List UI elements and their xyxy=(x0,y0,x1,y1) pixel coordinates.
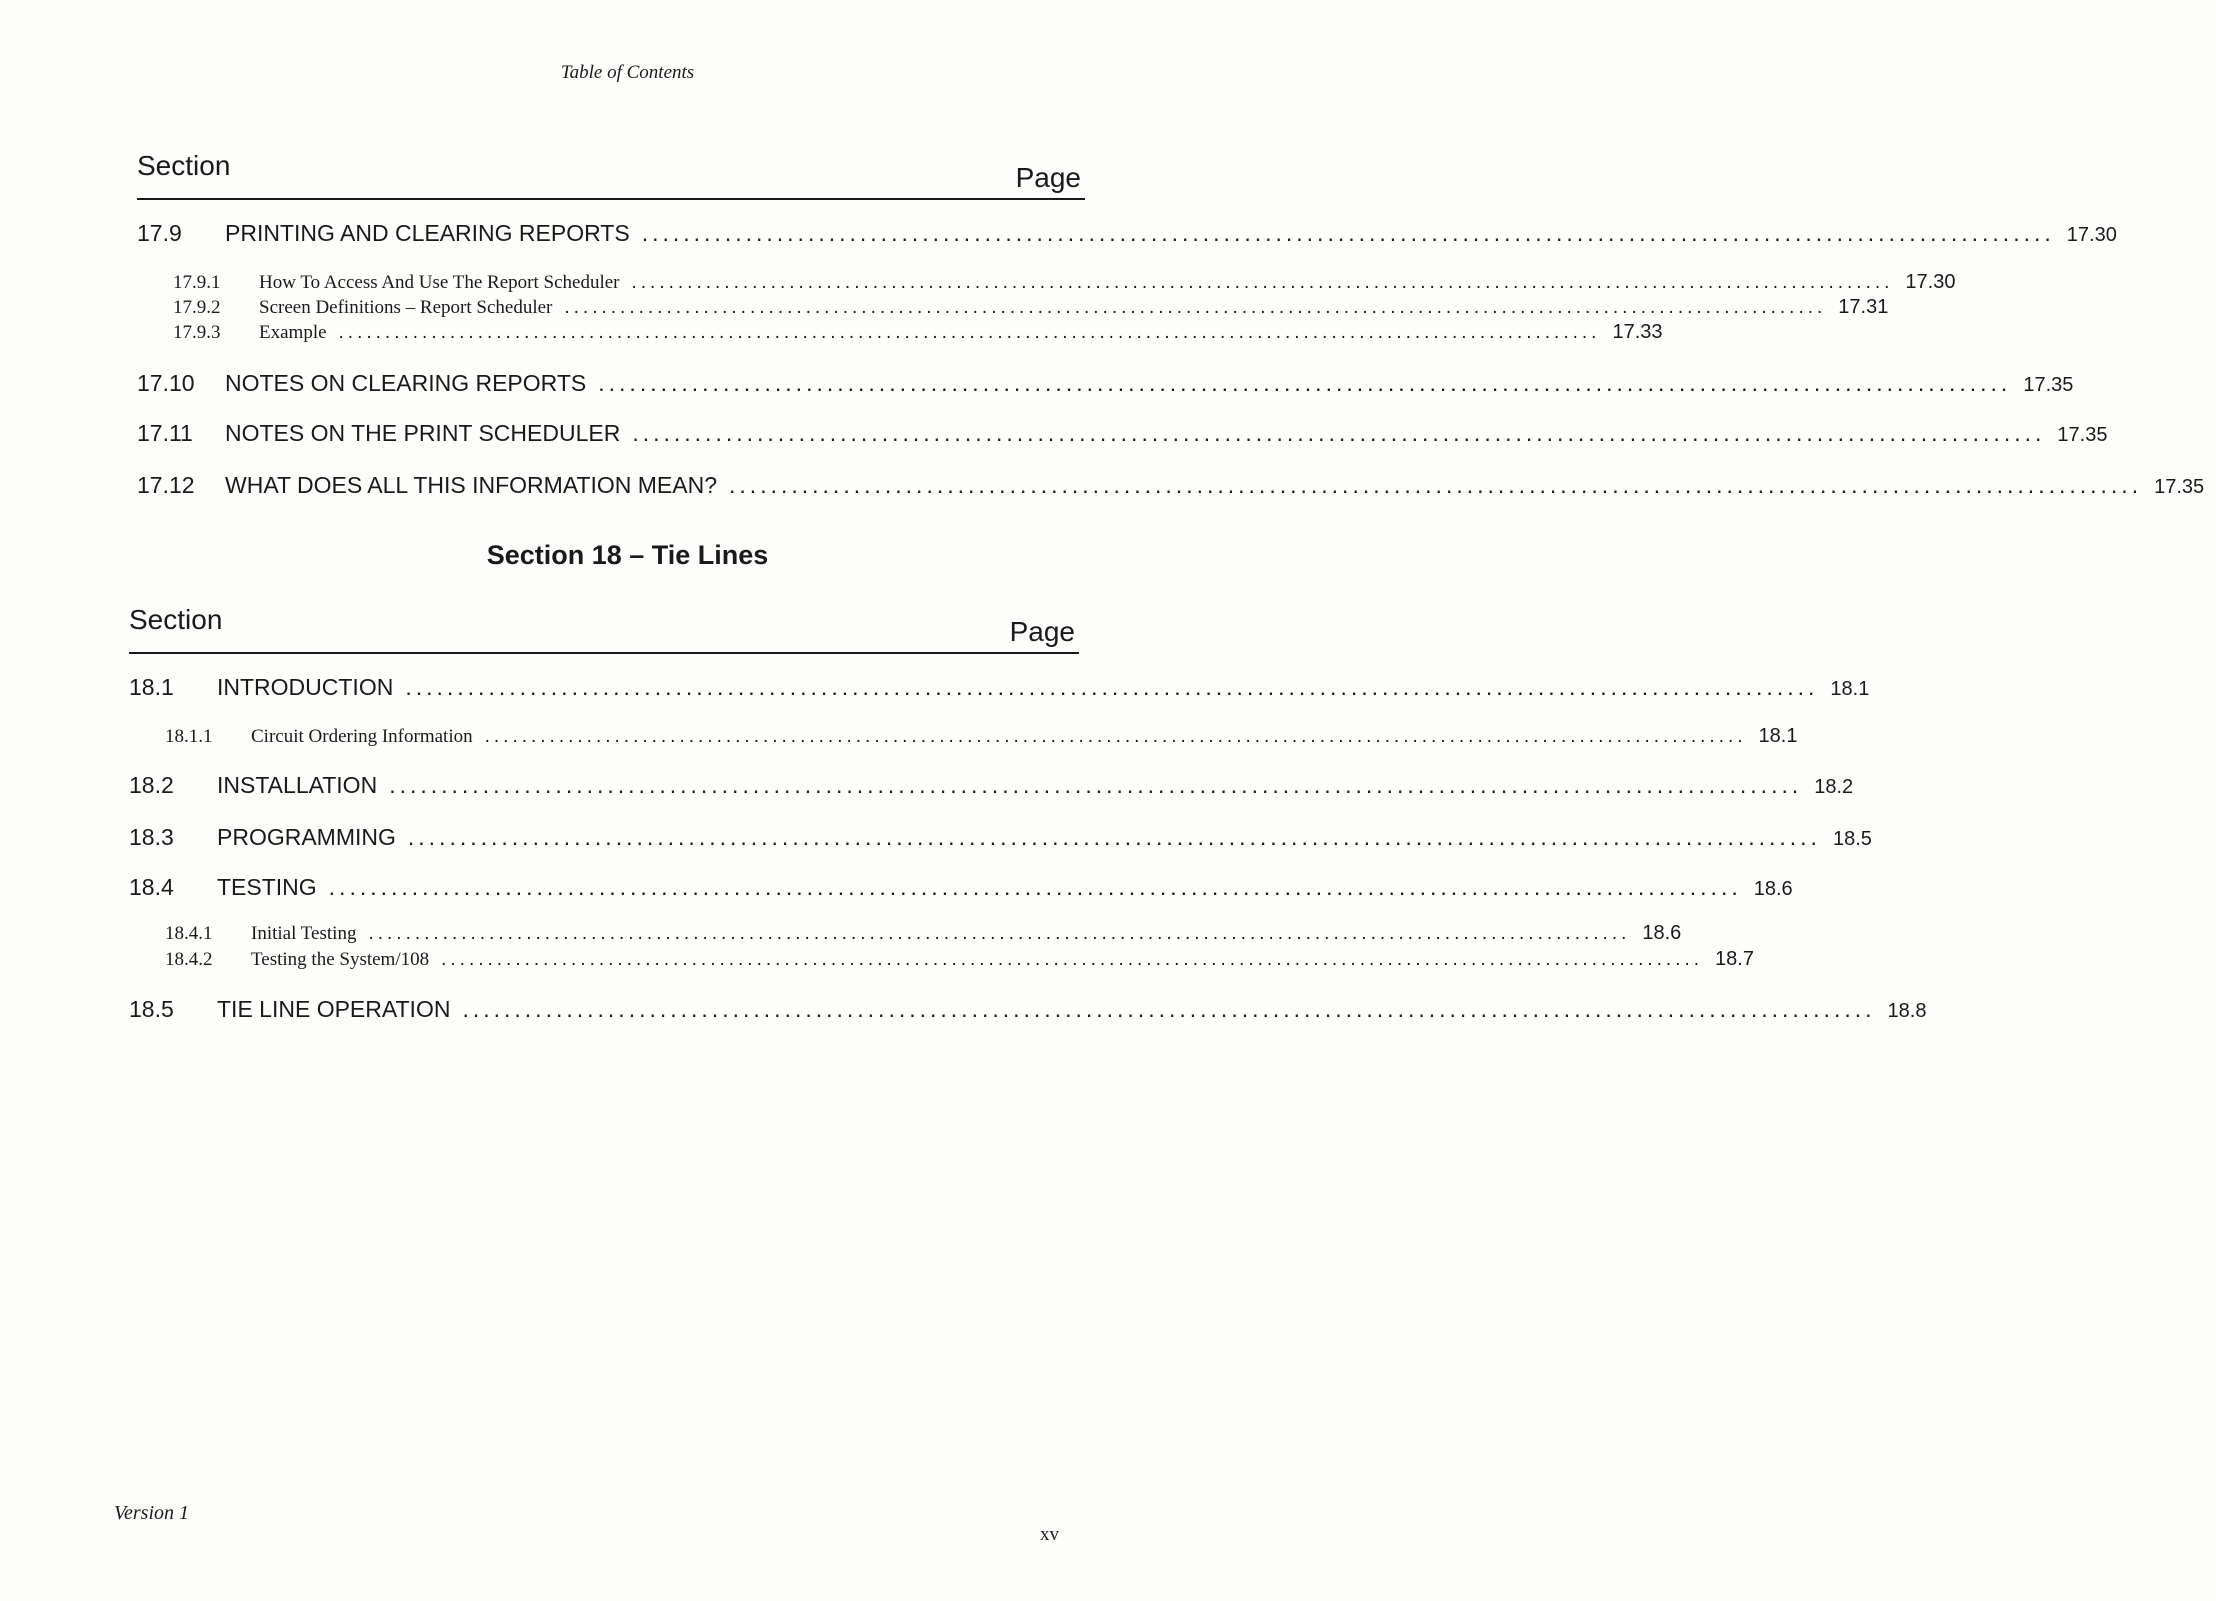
toc-subentry xyxy=(137,271,1956,294)
page-column-label: Page xyxy=(1015,162,1081,193)
entry-page: 18.7 xyxy=(1715,948,1754,970)
leader-dots: ........................................................................................................................................ xyxy=(338,322,1601,343)
entry-number: 17.9 xyxy=(137,220,182,246)
running-head: Table of Contents xyxy=(560,62,695,83)
page-number: xv xyxy=(1040,1524,1059,1545)
entry-page: 17.35 xyxy=(2154,476,2205,498)
entry-page: 18.1 xyxy=(1830,678,1870,700)
leader-dots: ........................................................................................................................................ xyxy=(405,674,1819,700)
toc-entry xyxy=(137,420,2108,447)
entry-page: 17.30 xyxy=(1905,271,1956,293)
entry-title: How To Access And Use The Report Scheduler xyxy=(259,272,620,293)
section-18-title: Section 18 – Tie Lines xyxy=(486,540,769,570)
entry-number: 17.10 xyxy=(137,370,195,396)
entry-title: TIE LINE OPERATION xyxy=(217,996,451,1022)
toc-subentry xyxy=(129,725,1798,748)
toc-entry xyxy=(137,472,2205,499)
entry-number: 18.1.1 xyxy=(165,726,213,747)
toc-entry xyxy=(129,674,1870,701)
entry-number: 18.5 xyxy=(129,996,174,1022)
leader-dots: ........................................................................................................................................ xyxy=(441,949,1704,970)
page-column-label: Page xyxy=(1009,616,1075,647)
toc-entry xyxy=(129,996,1927,1023)
entry-number: 17.9.3 xyxy=(173,322,221,343)
entry-title: Circuit Ordering Information xyxy=(251,726,473,747)
entry-number: 18.4.1 xyxy=(165,923,213,944)
entry-number: 18.4 xyxy=(129,874,174,900)
leader-dots: ........................................................................................................................................ xyxy=(328,874,1742,900)
entry-title: Initial Testing xyxy=(251,923,357,944)
entry-title: Example xyxy=(259,322,327,343)
entry-number: 17.9.1 xyxy=(173,272,221,293)
entry-page: 17.31 xyxy=(1838,296,1889,318)
entry-page: 18.5 xyxy=(1832,828,1872,850)
toc-subentry xyxy=(129,922,1682,945)
toc-header xyxy=(129,604,1079,654)
leader-dots: ........................................................................................................................................ xyxy=(631,272,1894,293)
leader-dots: ........................................................................................................................................ xyxy=(641,220,2055,246)
entry-page: 17.33 xyxy=(1612,321,1663,343)
toc-entry xyxy=(129,772,1854,799)
entry-page: 18.2 xyxy=(1814,776,1854,798)
leader-dots: ........................................................................................................................................ xyxy=(729,472,2143,498)
entry-number: 18.3 xyxy=(129,824,174,850)
toc-header xyxy=(137,150,1085,200)
toc-subentry xyxy=(129,948,1754,971)
entry-page: 18.6 xyxy=(1642,922,1682,944)
entry-title: PROGRAMMING xyxy=(217,824,396,850)
toc-entry xyxy=(137,370,2074,397)
entry-title: PRINTING AND CLEARING REPORTS xyxy=(225,220,630,246)
toc-entry xyxy=(137,220,2117,247)
leader-dots: ........................................................................................................................................ xyxy=(462,996,1876,1022)
leader-dots: ........................................................................................................................................ xyxy=(389,772,1803,798)
entry-number: 18.1 xyxy=(129,674,174,700)
entry-page: 18.1 xyxy=(1758,725,1798,747)
leader-dots: ........................................................................................................................................ xyxy=(598,370,2012,396)
section-column-label: Section xyxy=(129,604,223,635)
leader-dots: ........................................................................................................................................ xyxy=(368,923,1631,944)
entry-title: Testing the System/108 xyxy=(251,949,430,970)
section-column-label: Section xyxy=(137,150,231,181)
entry-title: INTRODUCTION xyxy=(217,674,394,700)
toc-entry xyxy=(129,824,1872,851)
entry-title: WHAT DOES ALL THIS INFORMATION MEAN? xyxy=(225,472,718,498)
entry-title: INSTALLATION xyxy=(217,772,378,798)
entry-page: 18.6 xyxy=(1753,878,1793,900)
entry-page: 17.35 xyxy=(2057,424,2108,446)
toc-subentry xyxy=(137,296,1889,319)
entry-number: 17.11 xyxy=(137,420,193,446)
toc-entry xyxy=(129,874,1793,901)
toc-17-block xyxy=(137,150,2205,510)
entry-number: 17.9.2 xyxy=(173,297,221,318)
entry-title: TESTING xyxy=(217,874,317,900)
entry-number: 18.2 xyxy=(129,772,174,798)
leader-dots: ........................................................................................................................................ xyxy=(407,824,1821,850)
entry-title: Screen Definitions – Report Scheduler xyxy=(259,297,553,318)
toc-18-block xyxy=(129,604,1927,1034)
entry-number: 17.12 xyxy=(137,472,195,498)
entry-title: NOTES ON THE PRINT SCHEDULER xyxy=(225,420,621,446)
entry-page: 17.30 xyxy=(2066,224,2117,246)
toc-subentry xyxy=(137,321,1663,344)
version-label: Version 1 xyxy=(114,1502,189,1524)
leader-dots: ........................................................................................................................................ xyxy=(632,420,2046,446)
leader-dots: ........................................................................................................................................ xyxy=(484,726,1747,747)
entry-title: NOTES ON CLEARING REPORTS xyxy=(225,370,587,396)
entry-page: 17.35 xyxy=(2023,374,2074,396)
entry-number: 18.4.2 xyxy=(165,949,213,970)
leader-dots: ........................................................................................................................................ xyxy=(564,297,1827,318)
entry-page: 18.8 xyxy=(1887,1000,1927,1022)
